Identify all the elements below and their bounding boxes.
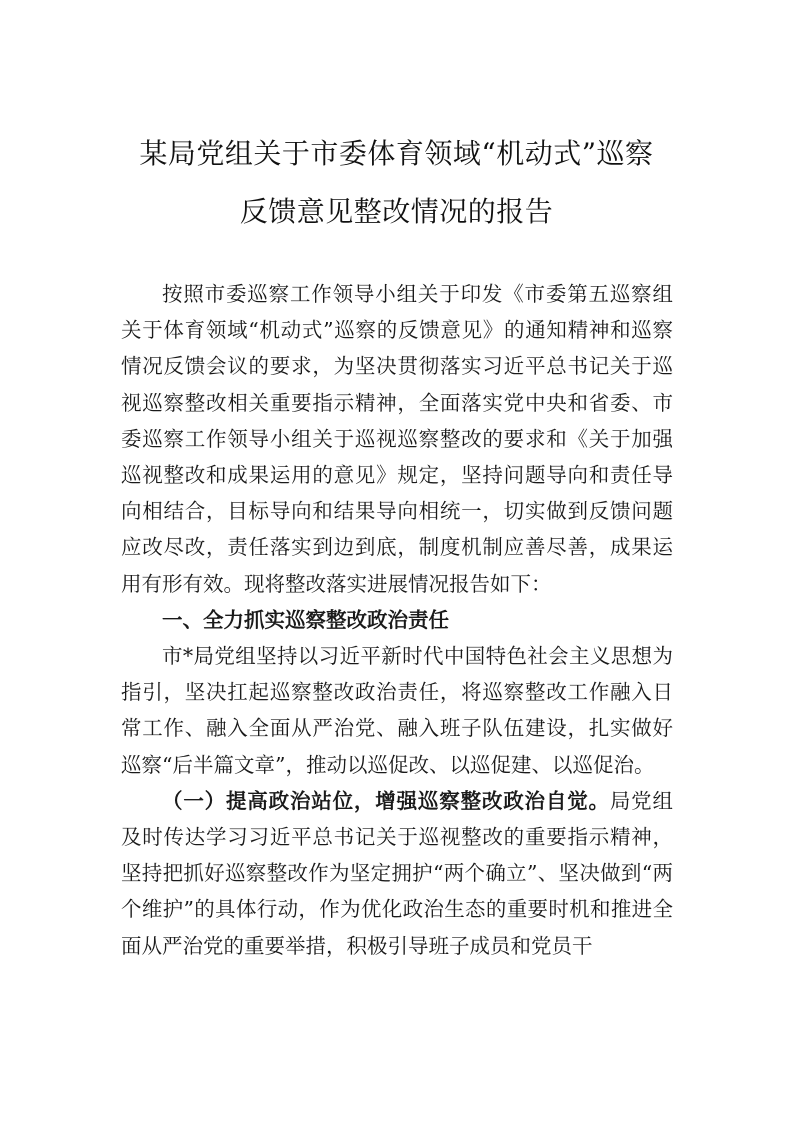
document-body [121,276,673,964]
subsection-heading-1: （一）提高政治站位，增强巡察整改政治自觉。 [162,788,610,813]
section-1-paragraph: 市*局党组坚持以习近平新时代中国特色社会主义思想为指引，坚决扛起巡察整改政治责任，将巡察整改工作融入日常工作、融入全面从严治党、融入班子队伍建设，扎实做好巡察“后半篇文章”，推动以巡促改、以巡促建、以巡促治。 [121,644,673,777]
intro-paragraph: 按照市委巡察工作领导小组关于印发《市委第五巡察组关于体育领域“机动式”巡察的反馈意见》的通知精神和巡察情况反馈会议的要求，为坚决贯彻落实习近平总书记关于巡视巡察整改相关重要指示精神，全面落实党中央和省委、市委巡察工作领导小组关于巡视巡察整改的要求和《关于加强巡视整改和成果运用的意见》规定，坚持问题导向和责任导向相结合，目标导向和结果导向相统一，切实做到反馈问题应改尽改，责任落实到边到底，制度机制应善尽善，成果运用有形有效。现将整改落实进展情况报告如下： [121,282,673,596]
document-title-line-2: 反馈意见整改情况的报告 [239,195,554,228]
subsection-1-text: 局党组及时传达学习习近平总书记关于巡视整改的重要指示精神，坚持把抓好巡察整改作为坚定拥护“两个确立”、坚决做到“两个维护”的具体行动，作为优化政治生态的重要时机和推进全面从严治党的重要举措，积极引导班子成员和党员干 [121,788,674,958]
subsection-paragraph-1 [121,783,673,964]
section-heading-1: 一、全力抓实巡察整改政治责任 [162,607,449,632]
document-title-line-1: 某局党组关于市委体育领域“机动式”巡察 [139,137,654,170]
